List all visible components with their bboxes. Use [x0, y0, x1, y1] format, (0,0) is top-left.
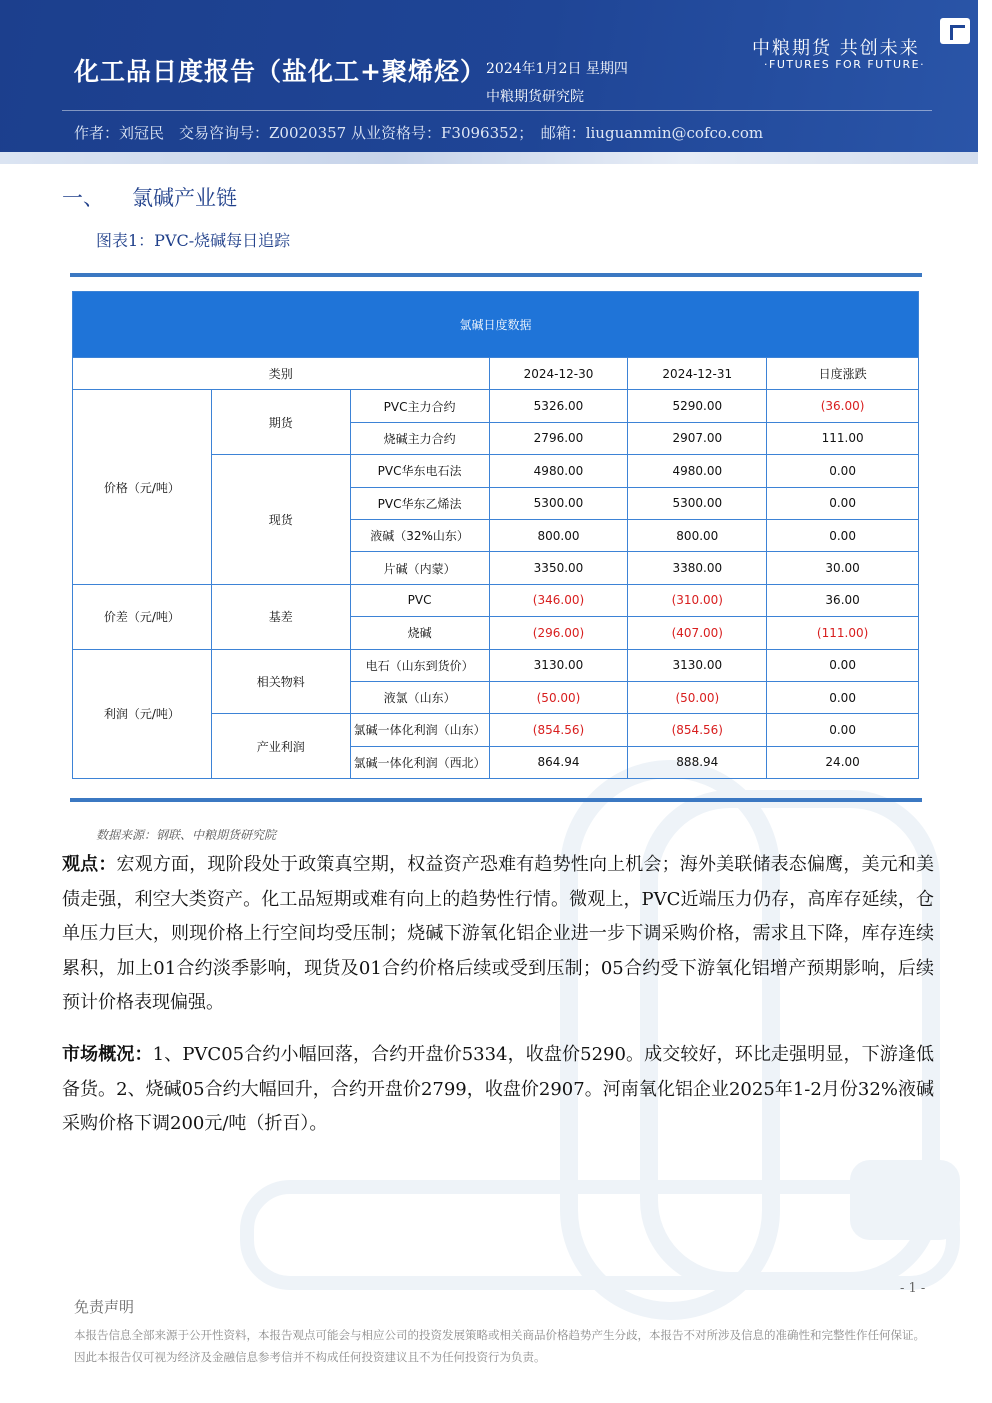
- table-title: 氯碱日度数据: [73, 292, 919, 358]
- table-row: [73, 649, 919, 681]
- row-label: 片碱（内蒙）: [350, 552, 489, 584]
- company-logo-icon: [940, 18, 970, 44]
- cell-change: 0.00: [767, 649, 919, 681]
- header-category: 类别: [73, 358, 490, 390]
- header-date-1: 2024-12-30: [489, 358, 628, 390]
- cell-value: 2907.00: [628, 422, 767, 454]
- group-spread: 价差（元/吨）: [73, 584, 212, 649]
- report-date: 2024年1月2日 星期四: [486, 61, 628, 77]
- cell-value: (296.00): [489, 617, 628, 649]
- cell-value: 5300.00: [489, 487, 628, 519]
- row-label: PVC华东电石法: [350, 455, 489, 487]
- cell-change: 30.00: [767, 552, 919, 584]
- figure-caption: 图表1：PVC-烧碱每日追踪: [96, 231, 291, 250]
- header-strip: [0, 152, 978, 164]
- cell-change: (111.00): [767, 617, 919, 649]
- row-label: 液氯（山东）: [350, 681, 489, 713]
- view-text: 宏观方面，现阶段处于政策真空期，权益资产恐难有趋势性向上机会；海外美联储表态偏鹰，美元和美债走强，利空大类资产。化工品短期或难有向上的趋势性行情。微观上，PVC近端压力仍存，高库存延续，仓单压力巨大，则现价格上行空间均受压制；烧碱下游氧化铝企业进一步下调采购价格，需求且下降，库存连续累积，加上01合约淡季影响，现货及01合约价格后续或受到压制；05合约受下游氧化铝增产预期影响，后续预计价格表现偏强。: [62, 854, 935, 1013]
- cell-change: 36.00: [767, 584, 919, 616]
- row-label: 氯碱一体化利润（山东）: [350, 714, 489, 746]
- cell-value: (854.56): [628, 714, 767, 746]
- table-row: [73, 584, 919, 616]
- cell-change: 24.00: [767, 746, 919, 778]
- subgroup-spot: 现货: [211, 455, 350, 585]
- cell-change: (36.00): [767, 390, 919, 422]
- cell-value: 864.94: [489, 746, 628, 778]
- cell-value: 5326.00: [489, 390, 628, 422]
- cell-value: 2796.00: [489, 422, 628, 454]
- cell-value: (407.00): [628, 617, 767, 649]
- author-line: 作者：刘冠民 交易咨询号：Z0020357 从业资格号：F3096352； 邮箱：liuguanmin@cofco.com: [74, 124, 764, 142]
- market-paragraph: [62, 1038, 934, 1142]
- row-label: PVC: [350, 584, 489, 616]
- data-source: 数据来源：钢联、中粮期货研究院: [96, 828, 277, 842]
- row-label: 烧碱主力合约: [350, 422, 489, 454]
- row-label: 电石（山东到货价）: [350, 649, 489, 681]
- cell-change: 0.00: [767, 519, 919, 551]
- section-title: 氯碱产业链: [132, 186, 237, 210]
- disclaimer-title: 免责声明: [74, 1298, 135, 1316]
- market-text: 1、PVC05合约小幅回落，合约开盘价5334，收盘价5290。成交较好，环比走强明显，下游逢低备货。2、烧碱05合约大幅回升，合约开盘价2799，收盘价2907。河南氧化铝企业2025年1-2月份32%液碱采购价格下调200元/吨（折百）。: [62, 1044, 935, 1134]
- row-label: PVC华东乙烯法: [350, 487, 489, 519]
- row-label: 氯碱一体化利润（西北）: [350, 746, 489, 778]
- page-number: - 1 -: [900, 1281, 926, 1296]
- row-label: PVC主力合约: [350, 390, 489, 422]
- cell-value: 5300.00: [628, 487, 767, 519]
- cell-value: 3130.00: [628, 649, 767, 681]
- disclaimer-text: 本报告信息全部来源于公开性资料，本报告观点可能会与相应公司的投资发展策略或相关商品价格趋势产生分歧，本报告不对所涉及信息的准确性和完整性作任何保证。因此本报告仅可视为经济及金融信息参考信并不构成任何投资建议且不为任何投资行为负责。: [74, 1328, 925, 1364]
- subgroup-futures: 期货: [211, 390, 350, 455]
- cell-value: (50.00): [628, 681, 767, 713]
- row-label: 液碱（32%山东）: [350, 519, 489, 551]
- header-banner: [0, 0, 978, 152]
- cell-change: 0.00: [767, 714, 919, 746]
- cell-change: 111.00: [767, 422, 919, 454]
- report-title: 化工品日度报告（盐化工+聚烯烃）: [74, 57, 486, 86]
- row-label: 烧碱: [350, 617, 489, 649]
- cell-value: 3350.00: [489, 552, 628, 584]
- header-change: 日度涨跌: [767, 358, 919, 390]
- cell-value: 800.00: [628, 519, 767, 551]
- cell-value: 888.94: [628, 746, 767, 778]
- subgroup-materials: 相关物料: [211, 649, 350, 714]
- cell-value: 4980.00: [628, 455, 767, 487]
- table-bottom-rule: [70, 798, 922, 802]
- header-divider: [62, 110, 932, 111]
- cell-change: 0.00: [767, 455, 919, 487]
- header-date-2: 2024-12-31: [628, 358, 767, 390]
- cell-value: 5290.00: [628, 390, 767, 422]
- report-institute: 中粮期货研究院: [486, 89, 584, 105]
- cell-change: 0.00: [767, 487, 919, 519]
- cell-value: 4980.00: [489, 455, 628, 487]
- view-paragraph: [62, 848, 934, 1021]
- subgroup-basis: 基差: [211, 584, 350, 649]
- cell-value: 800.00: [489, 519, 628, 551]
- group-price: 价格（元/吨）: [73, 390, 212, 584]
- cell-value: (854.56): [489, 714, 628, 746]
- table-top-rule: [70, 273, 922, 277]
- cell-value: 3130.00: [489, 649, 628, 681]
- cell-value: 3380.00: [628, 552, 767, 584]
- group-profit: 利润（元/吨）: [73, 649, 212, 779]
- section-number: 一、: [62, 186, 104, 210]
- daily-data-table: [72, 291, 919, 779]
- subgroup-industry-profit: 产业利润: [211, 714, 350, 779]
- market-label: 市场概况：: [62, 1044, 153, 1065]
- brand-slogan-en: ·FUTURES FOR FUTURE·: [764, 58, 926, 71]
- cell-change: 0.00: [767, 681, 919, 713]
- table-row: [73, 390, 919, 422]
- cell-value: (346.00): [489, 584, 628, 616]
- watermark-shape: [850, 1160, 960, 1240]
- cell-value: (50.00): [489, 681, 628, 713]
- view-label: 观点：: [62, 854, 117, 875]
- brand-slogan: 中粮期货 共创未来: [752, 38, 920, 59]
- cell-value: (310.00): [628, 584, 767, 616]
